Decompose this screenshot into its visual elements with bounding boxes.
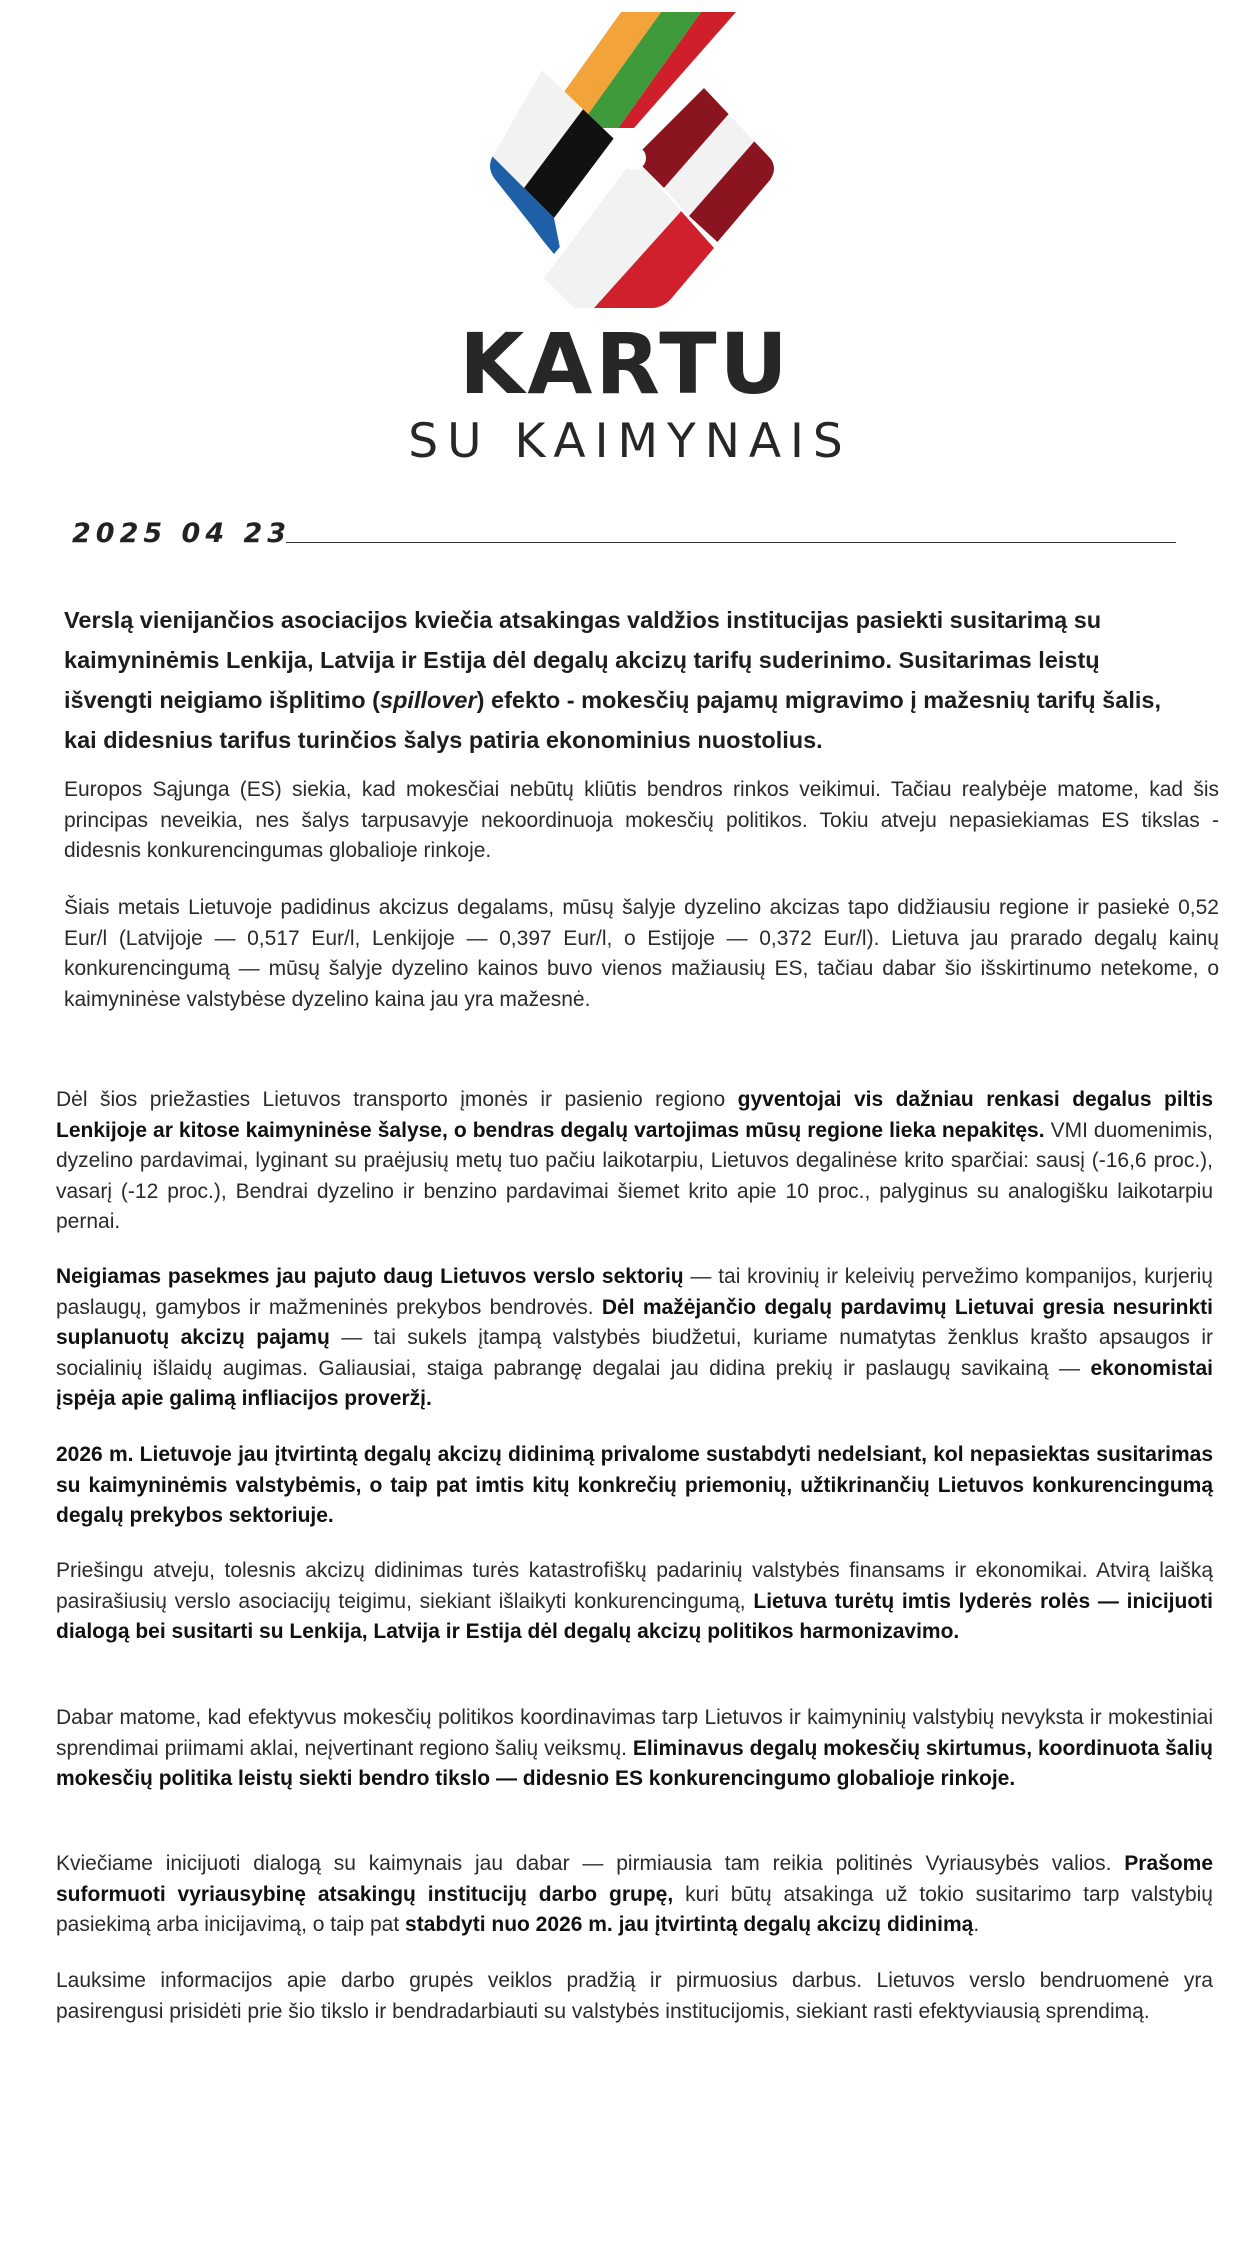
lead-paragraph: Verslą vienijančios asociacijos kviečia atsakingas valdžios institucijas pasiekti susitarimą su kaimyninėmis Lenkija, Latvija ir Estija dėl degalų akcizų tarifų suderinimo. Susitarimas leistų išvengti neigiamo išplitimo (spillover) efekto - mokesčių pajamų migravimo į mažesnių tarifų šalis, kai didesnius tarifus turinčios šalys patiria ekonominius nuostolius. xyxy=(64,607,1161,753)
paragraph-fuel-migration: Dėl šios priežasties Lietuvos transporto įmonės ir pasienio regiono gyventojai vis dažniau renkasi degalus piltis Lenkijoje ar kitose kaimyninėse šalyse, o bendras degalų vartojimas mūsų regione lieka nepakitęs. VMI duomenimis, dyzelino pardavimai, lyginant su praėjusių metų tuo pačiu laikotarpiu, Lietuvos degalinėse krito sparčiai: sausį (-16,6 proc.), vasarį (-12 proc.), Bendrai dyzelino ir benzino pardavimai šiemet krito apie 10 proc., palyginus su analogišku laikotarpiu pernai. xyxy=(56,1088,1213,1233)
paragraph-eu-single-market: Europos Sąjunga (ES) siekia, kad mokesčiai nebūtų kliūtis bendros rinkos veikimui. Tačiau realybėje matome, kad šis principas neveikia, nes šalys tarpusavyje nekoordinuoja mokesčių politikos. Tokiu atveju nepasiekiamas ES tikslas - didesnis konkurencingumas globalioje rinkoje. xyxy=(64,778,1219,862)
brand-subtitle: SU KAIMYNAIS xyxy=(408,414,852,469)
kartu-su-kaimynais-logo xyxy=(484,8,784,308)
paragraph-business-impact: Neigiamas pasekmes jau pajuto daug Lietuvos verslo sektorių — tai krovinių ir keleivių pervežimo kompanijos, kurjerių paslaugų, gamybos ir mažmeninės prekybos bendrovės. Dėl mažėjančio degalų pardavimų Lietuvai gresia nesurinkti suplanuotų akcizų pajamų — tai sukels įtampą valstybės biudžetui, kuriame numatytas ženklus krašto apsaugos ir socialinių išlaidų augimas. Galiausiai, staiga pabrangę degalai jau didina prekių ir paslaugų savikainą — ekonomistai įspėja apie galimą infliacijos proveržį. xyxy=(56,1265,1214,1410)
paragraph-tax-coordination: Dabar matome, kad efektyvus mokesčių politikos koordinavimas tarp Lietuvos ir kaimyninių valstybių nevyksta ir mokestiniai sprendimai priimami aklai, neįvertinant regiono šalių veiksmų. Eliminavus degalų mokesčių skirtumus, koordinuota šalių mokesčių politika leistų siekti bendro tikslo — didesnio ES konkurencingumo globalioje rinkoje. xyxy=(56,1706,1214,1790)
paragraph-stop-increase: 2026 m. Lietuvoje jau įtvirtintą degalų akcizų didinimą privalome sustabdyti nedelsiant, kol nepasiektas susitarimas su kaimyninėmis valstybėmis, o taip pat imtis kitų konkrečių priemonių, užtikrinančių Lietuvos konkurencingumą degalų prekybos sektoriuje. xyxy=(56,1443,1213,1527)
paragraph-closing: Lauksime informacijos apie darbo grupės veiklos pradžią ir pirmuosius darbus. Lietuvos verslo bendruomenė yra pasirengusi prisidėti prie šio tikslo ir bendradarbiauti su valstybės institucijomis, siekiant rasti efektyviausią sprendimą. xyxy=(56,1969,1213,2023)
date-divider xyxy=(286,542,1176,543)
logo-center-dot xyxy=(622,146,646,170)
paragraph-lithuania-leadership: Priešingu atveju, tolesnis akcizų didinimas turės katastrofiškų padarinių valstybės finansams ir ekonomikai. Atvirą laišką pasirašiusių verslo asociacijų teigimu, siekiant išlaikyti konkurencingumą, Lietuva turėtų imtis lyderės rolės — inicijuoti dialogą bei susitarti su Lenkija, Latvija ir Estija dėl degalų akcizų politikos harmonizavimo. xyxy=(56,1559,1213,1643)
paragraph-diesel-excise: Šiais metais Lietuvoje padidinus akcizus degalams, mūsų šalyje dyzelino akcizas tapo didžiausiu regione ir pasiekė 0,52 Eur/l (Latvijoje — 0,517 Eur/l, Lenkijoje — 0,397 Eur/l, o Estijoje — 0,372 Eur/l). Lietuva jau prarado degalų kainų konkurencingumą — mūsų šalyje dyzelino kainos buvo vienos mažiausių ES, tačiau dabar šio išskirtinumo netekome, o kaimyninėse valstybėse dyzelino kaina jau yra mažesnė. xyxy=(64,896,1219,1011)
press-release-date: 2025 04 23 xyxy=(72,518,292,549)
paragraph-working-group: Kviečiame inicijuoti dialogą su kaimynais jau dabar — pirmiausia tam reikia politinės Vyriausybės valios. Prašome suformuoti vyriausybinę atsakingų institucijų darbo grupę, kuri būtų atsakinga už tokio susitarimo tarp valstybių pasiekimą arba inicijavimą, o taip pat stabdyti nuo 2026 m. jau įtvirtintą degalų akcizų didinimą. xyxy=(56,1852,1213,1936)
brand-title: KARTU xyxy=(459,315,791,413)
